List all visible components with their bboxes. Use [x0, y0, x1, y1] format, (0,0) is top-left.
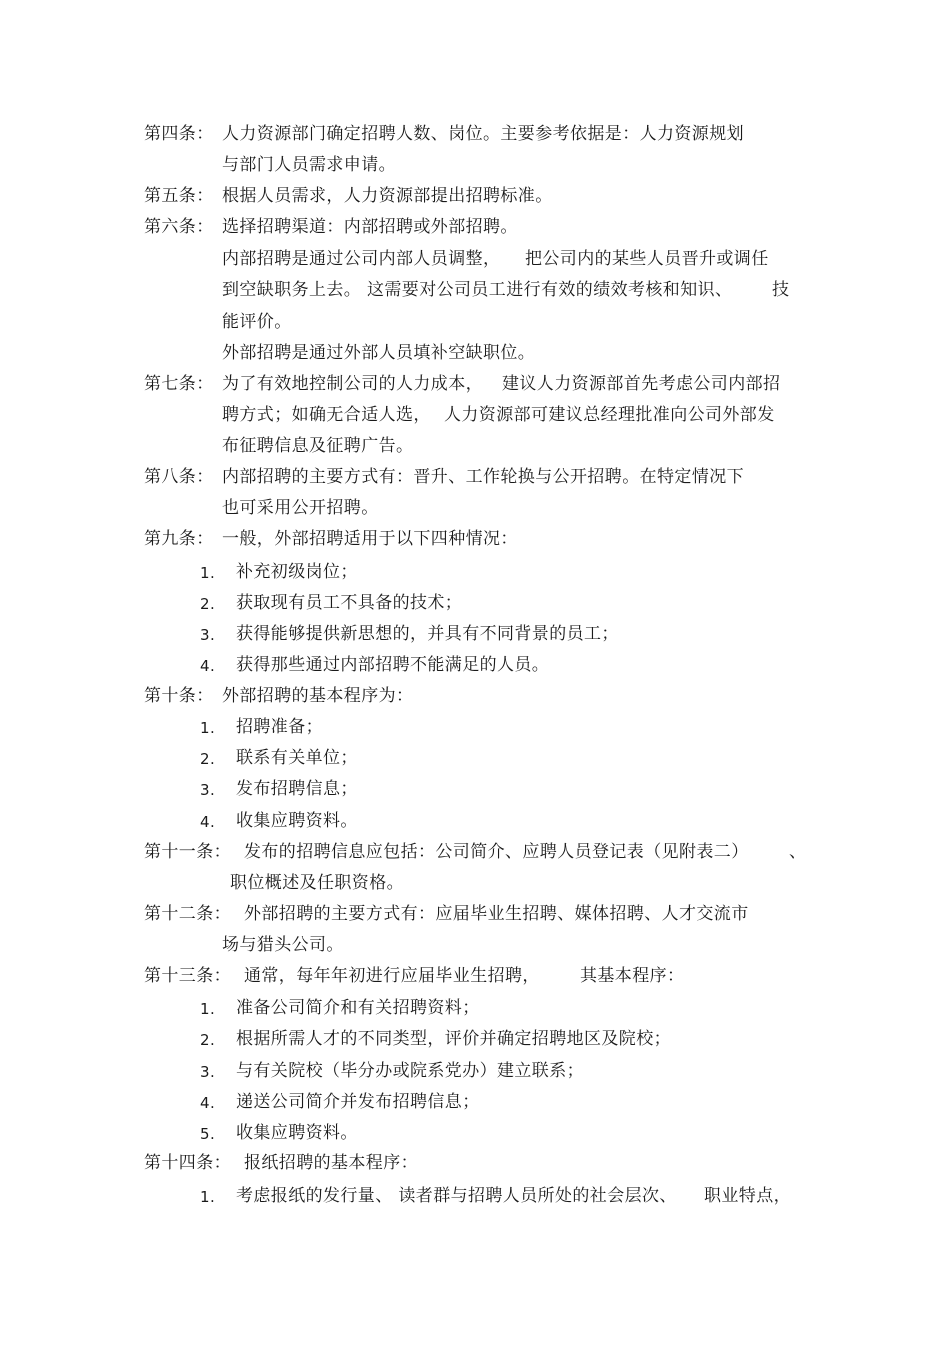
list-item: 获得那些通过内部招聘不能满足的人员。: [236, 655, 550, 675]
article-9-label: 第九条：: [144, 529, 214, 549]
list-item: 招聘准备；: [236, 717, 323, 737]
article-10-line: 外部招聘的基本程序为：: [222, 686, 414, 706]
list-item: 根据所需人才的不同类型，评价并确定招聘地区及院校；: [236, 1029, 671, 1049]
article-6-line: 内部招聘是通过公司内部人员调整，: [222, 249, 501, 269]
article-6-label: 第六条：: [144, 217, 214, 237]
article-5-label: 第五条：: [144, 186, 214, 206]
list-item-number: 5.: [200, 1125, 216, 1143]
article-13-label: 第十三条：: [144, 966, 231, 986]
article-12-line: 外部招聘的主要方式有：应届毕业生招聘、媒体招聘、人才交流市: [244, 904, 749, 924]
list-item-number: 1.: [200, 1000, 216, 1018]
article-11-label: 第十一条：: [144, 842, 231, 862]
list-item: 发布招聘信息；: [236, 779, 358, 799]
list-item: 补充初级岗位；: [236, 562, 358, 582]
article-8-label: 第八条：: [144, 467, 214, 487]
article-10-label: 第十条：: [144, 686, 214, 706]
list-item: 职业特点，: [704, 1186, 791, 1206]
article-4-line: 人力资源部门确定招聘人数、岗位。主要参考依据是：人力资源规划: [222, 124, 744, 144]
list-item: 递送公司简介并发布招聘信息；: [236, 1092, 480, 1112]
list-item: 获得能够提供新思想的，并具有不同背景的员工；: [236, 624, 619, 644]
list-item-number: 4.: [200, 657, 216, 675]
list-item-number: 3.: [200, 781, 216, 799]
article-7-line: 建议人力资源部首先考虑公司内部招: [502, 374, 781, 394]
list-item-number: 4.: [200, 1094, 216, 1112]
list-item-number: 2.: [200, 750, 216, 768]
article-13-line: 其基本程序：: [580, 966, 685, 986]
article-7-line: 布征聘信息及征聘广告。: [222, 436, 414, 456]
list-item: 与有关院校（毕分办或院系党办）建立联系；: [236, 1061, 584, 1081]
article-4-line: 与部门人员需求申请。: [222, 155, 396, 175]
article-7-label: 第七条：: [144, 374, 214, 394]
article-6-line: 选择招聘渠道：内部招聘或外部招聘。: [222, 217, 518, 237]
list-item-number: 1.: [200, 719, 216, 737]
article-13-line: 通常，每年年初进行应届毕业生招聘，: [244, 966, 540, 986]
article-6-line: 把公司内的某些人员晋升或调任: [525, 249, 769, 269]
list-item: 收集应聘资料。: [236, 811, 358, 831]
article-7-line: 为了有效地控制公司的人力成本，: [222, 374, 483, 394]
article-14-label: 第十四条：: [144, 1153, 231, 1173]
list-item-number: 2.: [200, 595, 216, 613]
article-9-line: 一般，外部招聘适用于以下四种情况：: [222, 529, 518, 549]
article-7-line: 聘方式；如确无合适人选，: [222, 405, 431, 425]
list-item: 联系有关单位；: [236, 748, 358, 768]
article-6-line: 技: [772, 280, 790, 300]
article-6-line: 外部招聘是通过外部人员填补空缺职位。: [222, 343, 536, 363]
list-item: 获取现有员工不具备的技术；: [236, 593, 463, 613]
article-8-line: 也可采用公开招聘。: [222, 498, 379, 518]
article-8-line: 内部招聘的主要方式有：晋升、工作轮换与公开招聘。在特定情况下: [222, 467, 744, 487]
list-item-number: 2.: [200, 1031, 216, 1049]
list-item: 考虑报纸的发行量、 读者群与招聘人员所处的社会层次、: [236, 1186, 677, 1206]
list-item: 收集应聘资料。: [236, 1123, 358, 1143]
list-item-number: 1.: [200, 564, 216, 582]
article-11-line: 、: [789, 842, 807, 862]
article-11-line: 职位概述及任职资格。: [230, 873, 404, 893]
article-12-line: 场与猎头公司。: [222, 935, 344, 955]
article-14-line: 报纸招聘的基本程序：: [244, 1153, 418, 1173]
list-item-number: 1.: [200, 1188, 216, 1206]
article-6-line: 到空缺职务上去。 这需要对公司员工进行有效的绩效考核和知识、: [222, 280, 733, 300]
list-item-number: 3.: [200, 1063, 216, 1081]
article-7-line: 人力资源部可建议总经理批准向公司外部发: [444, 405, 775, 425]
list-item-number: 3.: [200, 626, 216, 644]
article-11-line: 发布的招聘信息应包括：公司简介、应聘人员登记表（见附表二）: [244, 842, 749, 862]
list-item: 准备公司简介和有关招聘资料；: [236, 998, 480, 1018]
article-4-label: 第四条：: [144, 124, 214, 144]
article-5-line: 根据人员需求，人力资源部提出招聘标准。: [222, 186, 553, 206]
article-6-line: 能评价。: [222, 312, 292, 332]
article-12-label: 第十二条：: [144, 904, 231, 924]
list-item-number: 4.: [200, 813, 216, 831]
